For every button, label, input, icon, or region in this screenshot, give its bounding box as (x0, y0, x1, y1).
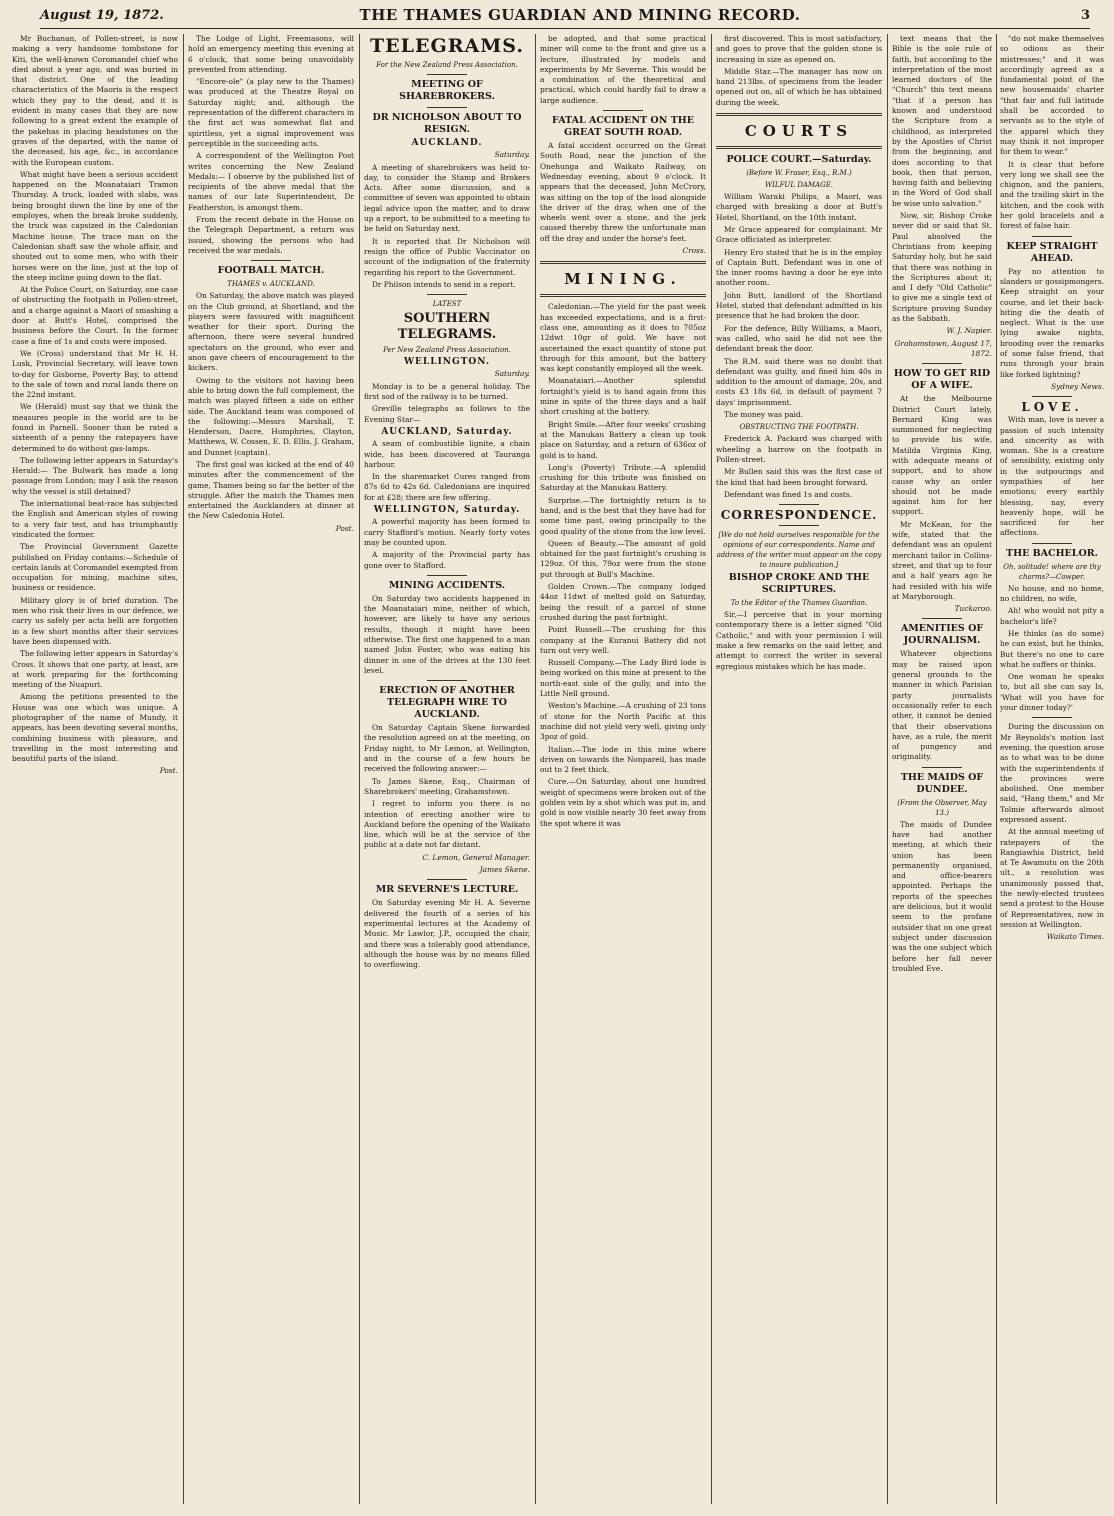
paragraph: A meeting of sharebrokers was held to-day, to consider the Stamp and Brokers Acts. After some discussion, and a committee of seven was appointed to obtain legal advice upon the matter, and to draw up a report, to be submitted to a meeting to be held on Saturday next. (364, 162, 530, 234)
paragraph: A powerful majority has been formed to carry Stafford's motion. Nearly forty votes may be counted upon. (364, 517, 530, 547)
paragraph: A correspondent of the Wellington Post writes concerning the New Zealand Medals:— I observe by the published list of recipients of the above medal that the names of our late Superintendent, Dr Featherston, is amongst them. (188, 151, 354, 212)
page-number: 3 (1080, 8, 1090, 23)
press-note: For the New Zealand Press Association. (376, 61, 518, 69)
column-7 (1000, 34, 1104, 1504)
dateline-place: AUCKLAND, Saturday. (381, 426, 513, 437)
divider (779, 504, 819, 505)
headline: KEEP STRAIGHT AHEAD. (1006, 240, 1098, 264)
paragraph: Bright Smile.—After four weeks' crushing at the Manukau Battery a clean up took place on Saturday, and a return of 636oz of gold is to hand. (540, 419, 706, 460)
paragraph: Mr McKean, for the wife, stated that the defendant was an opulent merchant tailor in Collins-street, and that up to four and a half years ago he had resided with his wife at Maryborough. (892, 519, 992, 601)
headline: MR SEVERNE'S LECTURE. (375, 884, 519, 896)
paragraph: Russell Company.—The Lady Bird lode is being worked on this mine at present to the north-east side of the gully, and into the Little Nell ground. (540, 658, 706, 699)
paragraph: Moanataiari.—Another splendid fortnight's yield is to hand again from this mine in spite of the three days and a half short crushing at the battery. (540, 376, 706, 417)
article-signature: Post. (159, 766, 178, 776)
paragraph: Frederick A. Packard was charged with wheeling a barrow on the footpath in Pollen-street. (716, 434, 882, 464)
paragraph: The R.M. said there was no doubt that defendant was guilty, and fined him 40s in addition to the amount of damage, 20s, and costs £3 18s 6d, in default of payment 7 days' imprisonment. (716, 356, 882, 407)
column-2 (188, 34, 354, 1504)
paragraph: Mr Buchanan, of Pollen-street, is now making a very handsome tombstone for Kiti, the well-known Coromandel chief who died about a year ago, and was buried in that district. One of the leading characteristics of the Maoris is the respect which they pay to the dead, and it is evident in many cases that they are now following to a great extent the example of the pakehas in placing headstones on the graves of the departed, with the name of the deceased, his age, &c., in accordance with the European custom. (12, 34, 178, 167)
paragraph: At the annual meeting of ratepayers of the Rangiawhia District, held at Te Awamutu on the 20th ult., a resolution was unanimously passed that, the newly-elected trustees send a protest to the House of Representatives, now in session at Wellington. (1000, 827, 1104, 929)
headline: POLICE COURT.—Saturday. (726, 154, 872, 166)
issue-date: August 19, 1872. (40, 8, 164, 23)
paragraph: Among the petitions presented to the House was one which was unique. A photographer of the name of Mundy, it appears, has been devoting several months, combining business with pleasure, and travelling in the most interesting and beautiful parts of the island. (12, 692, 178, 764)
dateline-day: Saturday. (494, 369, 530, 379)
paragraph: Golden Crown.—The company lodged 44oz 11dwt of melted gold on Saturday, being the result of a parcel of stone crushed during the past fortnight. (540, 582, 706, 622)
football-subheading: THAMES v. AUCKLAND. (227, 280, 315, 289)
headline: FATAL ACCIDENT ON THE GREAT SOUTH ROAD. (552, 115, 694, 139)
column-rule (711, 34, 712, 1504)
poem-epigraph: Oh, solitude! where are thy charms?—Cowper. (1003, 562, 1101, 581)
headline: MEETING OF SHAREBROKERS. (399, 79, 495, 102)
paragraph: On Saturday, the above match was played on the Club ground, at Shortland, and the players were favoured with magnificent weather for their sport. During the afternoon, there were several hundred spectators on the ground, who ever and anon gave cheers of encouragement to the kickers. (188, 291, 354, 373)
paragraph: The following letter appears in Saturday's Cross. It shows that one party, at least, are at work preparing for the forthcoming meeting of the Nuapuri. (12, 649, 178, 690)
divider (427, 107, 467, 108)
column-3 (364, 34, 530, 1504)
divider (922, 363, 962, 364)
paragraph: "do not make themselves so odious as their mistresses;" and it was accordingly agreed as a fundamental point of the new housemaids' charter "that fair and full latitude shall be accorded to servants as to the style of the apparel which they may think it not improper for them to wear." (1000, 34, 1104, 157)
paragraph: We (Cross) understand that Mr H. H. Lusk, Provincial Secretary, will leave town to-day for Gisborne, Poverty Bay, to attend to the sale of town and rural lands there on the 22nd instant. (12, 348, 178, 400)
paragraph: Military glory is of brief duration. The men who risk their lives in our defence, we carry us safely per acta belli are forgotten in a few short months after their services have been dispensed with. (12, 595, 178, 646)
correspondence-banner: CORRESPONDENCE. (720, 508, 878, 523)
article-signature: Tuckaroo. (954, 604, 992, 614)
mining-banner: MINING. (564, 270, 682, 289)
headline: ERECTION OF ANOTHER TELEGRAPH WIRE TO AUCKLAND. (379, 685, 515, 721)
column-rule (887, 34, 888, 1504)
paragraph: It is reported that Dr Nicholson will resign the office of Public Vaccinator on account of the indignation of the fraternity regarding his report to the Government. (364, 236, 530, 277)
divider (1032, 396, 1072, 397)
paragraph: The Lodge of Light, Freemasons, will hold an emergency meeting this evening at 6 o'clock, that some being unavoidably prevented from attending. (188, 34, 354, 74)
paragraph: Henry Ero stated that he is in the employ of Captain Butt. Defendant was in one of the inner rooms having a door he eye into another room. (716, 247, 882, 288)
paragraph: From the recent debate in the House on the Telegraph Department, a return was issued, showing the persons who had received the war medals. (188, 215, 354, 255)
paragraph: Monday is to be a general holiday. The first sod of the railway is to be turned. (364, 381, 530, 402)
courts-banner: COURTS (744, 122, 854, 141)
letter-salutation: To the Editor of the Thames Guardian. (730, 599, 868, 608)
editor-note: [We do not hold ourselves responsible for the opinions of our correspondents. Name and address of the writer must appear on the copy to insure publication.] (716, 531, 882, 570)
double-divider (540, 294, 706, 297)
column-6 (892, 34, 992, 1504)
paragraph: The maids of Dundee have had another meeting, at which their union has been permanently organised, and office-bearers appointed. Perhaps the reports of the speeches are delicious, but it would seem to the profane outsider that on one great subject under discussion was the one subject which before her fall never troubled Eve. (892, 819, 992, 973)
paragraph: Cure.—On Saturday, about one hundred weight of specimens were broken out of the golden vein by a shot which was put in, and gold is now visible nearly 30 feet away from the spot where it was (540, 777, 706, 828)
article-signature: Sydney News. (1051, 381, 1104, 391)
paragraph: At the Police Court, on Saturday, one case of obstructing the footpath in Pollen-street, and a charge against a Maori of smashing a door at Butt's Hotel, comprised the business before the Court. In the former case a fine of 1s and costs were imposed. (12, 285, 178, 346)
paragraph: A seam of combustible lignite, a chain wide, has been discovered at Tauranga harbour. (364, 439, 530, 469)
paragraph: Mr Grace appeared for complainant. Mr Grace officiated as interpreter. (716, 224, 882, 245)
case-heading: OBSTRUCTING THE FOOTPATH. (739, 423, 859, 432)
paragraph: be adopted, and that some practical miner will come to the front and give us a lecture, illustrated by models and experiments by Mr Severne. This would be a combination of the theoretical and practical, which could hardly fail to draw a large audience. (540, 34, 706, 105)
paragraph: Weston's Machine.—A crushing of 23 tons of stone for the North Pacific at this machine did not yield very well, giving only 3poz of gold. (540, 701, 706, 742)
paragraph: The international beat-race has subjected the English and American styles of rowing to a very fair test, and has triumphantly vindicated the former. (12, 499, 178, 539)
signature-place: Grahamstown, August 17, 1872. (894, 338, 992, 358)
article-signature: Waikato Times. (1046, 932, 1104, 942)
article-signature: Post. (335, 523, 354, 533)
paragraph: With man, love is never a passion of such intensity and sincerity as with woman. She is a creature of sensibility, existing only in the outpourings and sympathies of her emotions; every earthly blessing, nay, every heavenly hope, will be sacrificed for her affections. (1000, 415, 1104, 538)
divider (1032, 717, 1072, 718)
paragraph: first discovered. This is most satisfactory, and goes to prove that the golden stone is increasing in size as opened on. (716, 34, 882, 64)
court-magistrate: (Before W. Fraser, Esq., R.M.) (746, 169, 852, 178)
love-banner: LOVE. (1021, 400, 1083, 415)
column-5 (716, 34, 882, 1504)
telegrams-banner: TELEGRAMS. (370, 35, 524, 57)
paragraph: A fatal accident occurred on the Great South Road, near the junction of the Onehunga and Waikato Railway, on Wednesday evening, about 9 o'clock. It appears that the deceased, John McCrory, was sitting on the top of the load alongside the driver of the dray, when one of the wheels went over a stone, and the jerk caused thereby threw the unfortunate man off the dray and under the horse's feet. (540, 141, 706, 243)
latest-label: LATEST (432, 300, 462, 309)
paragraph: Middle Star.—The manager has now on hand 213lbs. of specimens from the leader opened out on, all of which he has obtained during the week. (716, 66, 882, 107)
paragraph: Surprise.—The fortnightly return is to hand, and is the best that they have had for some time past, owing principally to the good quality of the stone from the low level. (540, 495, 706, 536)
newspaper-title: THE THAMES GUARDIAN AND MINING RECORD. (359, 6, 801, 24)
paragraph: Defendant was fined 1s and costs. (724, 489, 852, 499)
source-note: (From the Observer, May 13.) (897, 798, 987, 817)
column-rule (996, 34, 997, 1504)
column-rule (359, 34, 360, 1504)
headline: AMENITIES OF JOURNALISM. (900, 623, 984, 647)
divider (427, 879, 467, 880)
divider (779, 525, 819, 526)
paragraph: The money was paid. (724, 410, 803, 420)
paragraph: Long's (Poverty) Tribute.—A splendid crushing for this tribute was finished on Saturday at the Manukau Battery. (540, 462, 706, 493)
divider (427, 575, 467, 576)
article-signature: Cross. (682, 246, 706, 256)
paragraph: Greville telegraphs as follows to the Evening Star— (364, 404, 530, 424)
divider (251, 260, 291, 261)
paragraph: William Waraki Philips, a Maori, was charged with breaking a door at Butt's Hotel, Shortland, on the 10th instant. (716, 192, 882, 222)
double-divider (716, 146, 882, 149)
paragraph: Point Russell.—The crushing for this company at the Kuranui Battery did not turn out very well. (540, 625, 706, 655)
paragraph: Sir,—I perceive that in your morning contemporary there is a letter signed "Old Catholic," and with your permission I will make a few remarks on the said letter, and attempt to correct the writer in several egregious mistakes which he has made. (716, 610, 882, 671)
paragraph: Whatever objections may be raised upon general grounds to the manner in which Parisian party journalists occasionally refer to each other, it cannot be denied that their observations have, as a rule, the merit of pungency and originality. (892, 649, 992, 762)
headline: MINING ACCIDENTS. (388, 579, 506, 591)
paragraph: Owing to the visitors not having been able to bring down the full complement, the match was played fifteen a side on either side. The Auckland team was composed of the following:—Messrs Marshall, T. Henderson, Dacre, Humphries, Clayton, Matthews, W. Cossen, E. D. Ellis, J. Graham, and Dunnet (captain). (188, 375, 354, 457)
paragraph: text means that the Bible is the sole rule of faith, but according to the interpretation of the most learned doctors of the "Church" this text means "that if a person has known and understood the Scripture from a childhood, as interpreted by the Apostles of Christ from the beginning, and does according to that book, then that person, having faith and believing in the Word of God shall be wise unto salvation." (892, 34, 992, 208)
paragraph: Now, sir, Bishop Croke never did or said that St. Paul absolved the Christians from keeping Saturday holy, but he said that there was nothing in the Scriptures about it; and I defy "Old Catholic" to give me a single text of Scripture proving Sunday as the Sabbath. (892, 211, 992, 324)
paragraph: At the Melbourne District Court lately, Bernard King was summoned for neglecting to provide his wife, Matilda Virginia King, with adequate means of support, and to show cause why an order should not be made against him for her support. (892, 394, 992, 517)
masthead (40, 6, 1090, 29)
paragraph: What might have been a serious accident happened on the Moanataiari Tramon Thursday. A truck, loaded with slabs, was being brought down the line by one of the employes, when the break broke suddenly, the truck was capsized in the Caledonian Machine house. The trace man on the Caledonian shaft saw the whole affair, and shouted out to some men, who with their horses were on the line, just at the top of the steep incline going down to the flat. (12, 169, 178, 282)
paragraph: Italian.—The lode in this mine where driven on towards the Nonpareil, has made out to 2 feet thick. (540, 744, 706, 775)
paragraph: In the sharemarket Cures ranged from 87s 6d to 42s 6d. Caledonians are inquired for at £28; there are few offering. (364, 472, 530, 502)
paragraph: On Saturday evening Mr H. A. Severne delivered the fourth of a series of his experimental lectures at the Academy of Music. Mr Lawlor, J.P., occupied the chair, and there was a tolerably good attendance, although the house was by no means filled to overflowing. (364, 898, 530, 970)
poem-line: Ah! who would not pity a bachelor's life? (1000, 606, 1104, 626)
paragraph: Caledonian.—The yield for the past week has exceeded expectations, and is a first-class one, amounting as it does to 705oz 12dwt 10gr of gold. We have not ascertained the exact quantity of stone put through for this amount, but the battery was kept constantly employed all the week. (540, 302, 706, 374)
article-signature: James Skene. (479, 865, 530, 875)
dateline-day: Saturday. (494, 150, 530, 160)
headline: THE BACHELOR. (1006, 547, 1098, 559)
paragraph: The following letter appears in Saturday's Herald:— The Bulwark has made a long passage from London; may I ask the reason why the vessel is still detained? (12, 455, 178, 496)
divider (427, 680, 467, 681)
paragraph: Queen of Beauty.—The amount of gold obtained for the past fortnight's crushing is 129oz. Of this, 79oz were from the stone put through at Bull's Machine. (540, 538, 706, 579)
case-heading: WILFUL DAMAGE. (764, 181, 834, 190)
paragraph: A majority of the Provincial party has gone over to Stafford. (364, 550, 530, 570)
dateline-place: AUCKLAND. (411, 138, 483, 148)
article-signature: W. J. Napier. (946, 326, 992, 336)
dateline-place: WELLINGTON, Saturday. (373, 505, 521, 516)
paragraph: It is clear that before very long we shall see the chignon, and the paniers, and the trailing skirt in the kitchen, and the cook with her gold bracelets and a forest of false hair. (1000, 159, 1104, 231)
divider (427, 294, 467, 295)
paragraph: On Saturday Captain Skene forwarded the resolution agreed on at the meeting, on Friday night, to Mr Lemon, at Wellington, and in the course of a few hours he received the following answer:— (364, 723, 530, 774)
paragraph: John Butt, landlord of the Shortland Hotel, stated that defendant admitted in his presence that he had broken the door. (716, 290, 882, 321)
divider (427, 74, 467, 75)
paragraph: The first goal was kicked at the end of 40 minutes after the commencement of the game, Thames being so far the better of the struggle. After the match the Thames men entertained the Aucklanders at dinner at the New Caledonia Hotel. (188, 459, 354, 521)
divider (922, 767, 962, 768)
headline: DR NICHOLSON ABOUT TO RESIGN. (372, 112, 522, 135)
press-note: Per New Zealand Press Association. (383, 346, 511, 355)
paragraph: To James Skene, Esq., Chairman of Sharebrokers' meeting, Grahamstown. (364, 776, 530, 796)
paragraph: "Encore-ole" (a play new to the Thames) was produced at the Theatre Royal on Saturday night; and, although the representation of the different characters in the first act was somewhat flat and spiritless, yet a signal improvement was perceptible in the succeeding acts. (188, 77, 354, 148)
column-rule (183, 34, 184, 1504)
column-rule (535, 34, 536, 1504)
paragraph: Pay no attention to slanders or gossipmongers. Keep straight on your course, and let their back-biting die the death of neglect. What is the use lying awake nights, brooding over the remarks of some false friend, that runs through your brain like forked lightning? (1000, 266, 1104, 379)
double-divider (716, 113, 882, 116)
paragraph: Dr Philson intends to send in a report. (372, 279, 516, 289)
dateline-place: WELLINGTON. (403, 357, 491, 368)
divider (922, 618, 962, 619)
double-divider (540, 261, 706, 264)
football-heading: FOOTBALL MATCH. (217, 265, 325, 277)
paragraph: The Provincial Government Gazette published on Friday contains:—Schedule of certain lands at Coromandel exempted from occupation for mining, machine sites, business or residence. (12, 542, 178, 593)
divider (1032, 543, 1072, 544)
article-signature: C. Lemon, General Manager. (422, 852, 530, 862)
southern-telegrams-banner: SOUTHERN TELEGRAMS. (397, 311, 497, 343)
divider (603, 110, 643, 111)
paragraph: During the discussion on Mr Reynolds's motion last evening, the question arose as to what was to be done with the superintendents if the provinces were abolished. One member said, "Hang them," and Mr Tolmie afterwards almost expressed assent. (1000, 722, 1104, 824)
headline: HOW TO GET RID OF A WIFE. (893, 368, 991, 392)
poem-line: He thinks (as do some) he can exist, but he thinks, But there's no one to care what he suffers or thinks. (1000, 628, 1104, 669)
paragraph: For the defence, Billy Williams, a Maori, was called, who said he did not see the defendant break the door. (716, 323, 882, 354)
column-4 (540, 34, 706, 1504)
paragraph: We (Herald) must say that we think the measures people in the world are to be found in Parnell. Sooner than be rated a sixteenth of a penny the ratepayers have determined to do without gas-lamps. (12, 402, 178, 453)
divider (1032, 236, 1072, 237)
paragraph: Mr Bullen said this was the first case of the kind that had been brought forward. (716, 467, 882, 487)
paragraph: On Saturday two accidents happened in the Moanataiari mine, neither of which, however, are likely to have any serious results, though it might have been otherwise. The first one happened to a man named John Foster, who was eating his dinner in one of the drives at the 130 feet level. (364, 593, 530, 675)
poem-line: One woman he speaks to, but all she can say Is, 'What will you have for your dinner today?' (1000, 672, 1104, 713)
headline: BISHOP CROKE AND THE SCRIPTURES. (728, 572, 870, 596)
poem-line: No house, and no home, no children, no wife, (1000, 583, 1104, 604)
headline: THE MAIDS OF DUNDEE. (900, 771, 984, 795)
column-1 (12, 34, 178, 1504)
paragraph: I regret to inform you there is no intention of erecting another wire to Auckland before the opening of the Waikato line, which will be at the service of the public at a date not far distant. (364, 799, 530, 850)
